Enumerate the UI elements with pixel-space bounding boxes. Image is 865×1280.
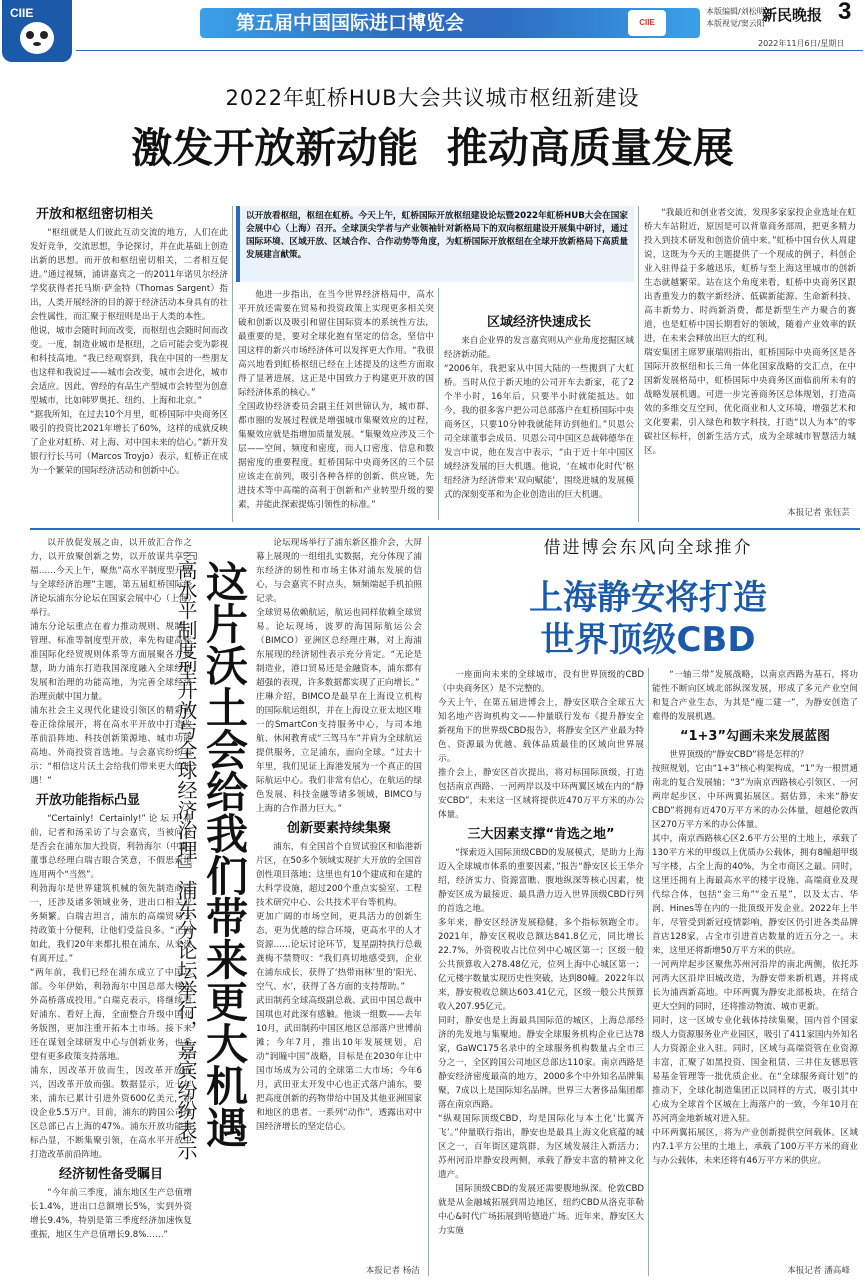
top-col4-text: “我最近和创业者交流，发现多家家投企业选址在虹桥大车站附近，原因是可以背靠商务部周，把更多精力投入到技术研发和创造价值中来。”虹桥中国台伙人周建说，这既为今天的主题提供了一个现成的例子，科创企业入驻得益于多越迅乐，虹桥与至上海这里城市的创新生态就越繁荣。站在这个角度来看，虹桥中央商务区跟出香重发力的数字新经济、低碳新能源、生命新科技、高丰新势力、时尚新消费，都是新型生产力聚合的赛道，也是虹桥中国长期看好的领域，随着产业效率的跃进，在未来会释放出巨大的红利。 瑞安集团主席罗康瑞则指出，虹桥国际中央商务区是各国际开放枢纽和长三角一体化国家战略的交汇点，在中国新发展格局中，虹桥国际中央商务区面临前所未有的战略发展机遇。可进一步完善商务区总体规划，打造高效的多维交互空间，优化商业和人文环境，增强艺术和文化要素，引入绿色和数字科技，打造“以人为本”的零碳社区标杆，创新生活方式，成为全球城市智慧活力城区。	[644, 208, 856, 456]
bottom-left-byline: 本报记者 杨洁	[300, 1264, 420, 1276]
banner-title: 第五届中国国际进口博览会	[236, 12, 465, 34]
bottom-right-byline: 本报记者 潘高峰	[700, 1264, 850, 1276]
bottom-colc-text-2: “探索迈入国际顶级CBD的发展模式，是助力上海迈入全球城市体系的重要因素，”报告“静安区长王华介绍，经济实力、资源富瞧、腹地纵深等核心因素，使静安区成为最接近、最具潜力迈入世界顶级CBD行列的首选之地。 多年来，静安区经济发展稳健，多个指标领跑全市。2021年，静安区税收总额达841.8亿元，同比增长22.7%，外资税收占比位列中心城区第一；区级一般公共预算收入278.48亿元，位列上海中心城区第一；亿元楼宇数量实现历史性突破，达到80幢。2022年以来，静安税收总额达603.41亿元，区级一般公共预算收入207.95亿元。 同时，静安也是上海最具国际范的城区，上海总部经济的先发地与集聚地。静安全球服务机构企业已达78家，GaWC175名录中的全球服务机构数量占全市三分之一，全区跨国公司地区总部达110家。南京西路是静安经济密度最高的地方，2000多个中外知名品牌集聚，7成以上是国际知名品牌。世界三大奢侈品集团都落在南京西路。 “纵观国际顶级CBD，均是国际化与本土化‘比翼齐飞’。”仲量联行指出，静安也是最具上海文化底蕴的城区之一，百年街区建筑群，为区域发展注入新活力；苏州河沿岸静安段两侧，承载了静安丰富的精神文化遗产。	[438, 848, 644, 1180]
bottom-col-d	[652, 668, 858, 1264]
vertical-title: 这片沃土会给我们带来更大机遇	[200, 560, 249, 1148]
bottom-cold-text: “一轴三带”发展战略，以南京西路为基石，将功能性不断向区域北部纵深发展，形成了多元产业空间和复合产业生态，为其是“瘦二建一”，为静安创造了难得的发展机遇。	[652, 670, 858, 722]
top-col-1	[30, 204, 228, 530]
bottom-col-c	[438, 668, 644, 1280]
bottom-colc-text-3: 国际顶级CBD的发展还需要腹地纵深。伦敦CBD就是从金融城拓展到周边地区，纽约CBD从洛克菲勒中心&时代广场拓展到哈德逊广场。近年来，静安区大力实施	[438, 1184, 644, 1236]
bottom-cola-text-3: “今年前三季度，浦东地区生产总值增长1.4%，进出口总额增长5%，实到外资增长9.4%，特别是第三季度经济加速恢复重振，地区生产总值增长9.8%……”	[30, 1188, 192, 1240]
header-rule	[76, 50, 863, 51]
top-col-divider-3	[638, 206, 639, 522]
bottom-col-a	[30, 536, 192, 1280]
top-col-4	[644, 206, 856, 510]
top-col-2	[238, 288, 434, 520]
bottom-cola-text-2: “Certainly! Certainly!”论坛开幕前，记者和汤采访了与会嘉宾，当被问及是否会在浦东加大投资，利勃海尔（中国）董事总经理白瑞吉眼合笑意，不假思索地连用两个“当然”。 利勃海尔是世界建筑机械的领先制造商之一，还涉及诸多领域业务，进出口相关业务频繁。白瑞吉坦言，浦东的高端贸易支持政策十分便利，让他们受益良多。“正因如此，我们20年来都扎根在浦东，从来没有离开过。” “两年前，我们已经在浦东成立了中国总部。今年伊始，利勃海尔中国总部大楼在外高桥落成投用。”白瑞克表示，将继续看好浦东、看好上海，全面整合升级中国业务版图，更加注重开拓本土市场。接下来还在谋划全球研发中心与创新业务，也希望有更多政策支持落地。 浦东，因改革开放而生，因改革开放而兴，因改革开放而强。数据显示，近十年来，浦东已累计引进外资600亿美元，新设企业5.5万户。目前，浦东的跨国公司地区总部已占上海的47%。浦东开放功能指标凸显，不断集聚引领，在高水平开放中打造改革前沿阵地。	[30, 814, 192, 1160]
bottom-cold-text-2: 世界顶级的“静安CBD”将是怎样的？ 按照规划，它由“1+3”核心构架构成，“1”为一根贯通南北的复合发展轴；“3”为南京西路核心引领区、一河两岸起步区、中环两翼拓展区。据估算，未来“静安CBD”将拥有近470万平方米的办公体量，超越伦敦西区270万平方米的办公体量。 其中，南京西路核心区2.6平方公里的土地上，承载了130平方米的甲级以上优质办公载体，拥有8幢超甲级写字楼，占全上海的40%，为全市商区之最。同时，这里还拥有上海最高水平的楼宇设施、高端商业及现代综合体，包括“金三角”“金五星”，以及太古、华润、Hines等在内的一批顶级开发企业。2022年上半年，尽管受到新冠疫情影响，静安区仍引进各类品牌首店128家，占全市引进首店数量的近五分之一。未来，这里还将新增50万平方米的供应。 一河两岸起步区聚焦苏州河沿岸的南北两侧，依托苏河湾大区沿岸旧城改造，为静安带来新机遇，并将成长为浦西新高地。中环两翼为静安北部板块，在结合更大空间的同时，还将推动物流、城市更新。 同时，这一区域专业化载体持续集聚，国内首个国家级人力资源服务业产业园区，吸引了411家国内外知名人力资源企业入驻。同时，区域与高端资管在业资源丰富，汇聚了如黑投资、国金租赁、三井住友德思管易基金管理等一批优质企业。在“全球服务商计划”的推动下，全球化制造集团正以同样的方式，吸引其中心成为全球首个区城在上海落户的一致，今年10月在苏河湾金地新城对进入驻。 中环两翼拓展区，将为产业创新提供空间载体。区域内7.1平方公里的土地上，承载了100万平方米的商业与办公载体，未来还将有46万平方米的供应。	[652, 750, 858, 1166]
top-byline: 本报记者 张钰芸	[787, 508, 850, 518]
bottom-right-headline-2: 世界顶级CBD	[540, 620, 756, 660]
bottom-cola-subhead-1: 开放功能指标凸显	[36, 793, 141, 808]
panda-mascot-icon	[20, 22, 54, 54]
page-number: 3	[838, 0, 852, 25]
bottom-colc-text: 一座面向未来的全球城市，没有世界顶级的CBD（中央商务区）是不完整的。 今天上午，在第五届进博会上，静安区联合全球五大知名地产咨询机构文——仲量联行发布《提升静安全新视角下的世界级CBD报告》，将静安全区产业最为特色、资源最为优越、载体品质最佳的区域向世界展示。 推介会上，静安区首次提出，将对标国际顶级，打造包括南京西路、一河两岸以及中环两翼区域在内的“静安CBD”，未来这一区域将提供近470万平方米的办公体量。	[438, 670, 644, 820]
bottom-colb-text: 论坛现场举行了浦东新区推介会，大屏幕上展现的一组组扎实数据，充分体现了浦东经济的韧性和市场主体对浦东发展的信心，与会嘉宾不时点头，频频端起手机拍照记录。 全球贸易依赖航运，航运也同样依赖全球贸易。论坛现场，波罗的海国际航运公会（BIMCO）亚洲区总经理庄琳，对上海浦东展现的经济韧性表示充分肯定。“无论是制造业，港口贸易还是金融资本，浦东都有超强的表现，许多数据都实现了正向增长。” 庄琳介绍，BIMCO是最早在上海设立机构的国际航运组织，并在上海设立亚太地区唯一的SmartCon支持服务中心，与司本地航、休闲教育成“三驾马车”并肩为全球航运提供服务，立足浦东，面向全球。“过去十年里，我们见证上海港发展为一个真正的国际航运中心。我们非常有信心，在航运的绿色发展、科技金融等诸多领域，BIMCO与上海的合作潜力巨大。”	[256, 538, 422, 814]
bottom-right-kicker: 借进博会东风向全球推介	[543, 538, 753, 558]
bottom-divider-right	[648, 668, 649, 1276]
top-col2-text: 他进一步指出，在当今世界经济格局中，高水平开放还需要在贸易和投资政策上实现更多相关突破和创新以及吸引和留住国际资本的系统性方法，最重要的是，要对全球化抱有坚定的信念，坚信中国这样的新兴市场经济体可以发挥更大作用。“我很高兴地看到虹桥枢纽已经在上述提及的这些方面取得了显著进展，这正是中国致力于构建更开放的国际经济体系的核心。” 全国政协经济委员会副主任刘世锦认为，城市群、都市圈的发展过程就是增强城市集聚效应的过程，集聚效应就是指增加质量发展。“集聚效应涉及三个层——空间、频度和密度，而人口密度、信息和数据密度的重要程度。虹桥国际中央商务区的三个层应该走在前列，吸引各种各样的创新、供应链，先进技术等中高端的高利于创新和产业转型升级的要素，并能此探索提炼引领性的标准。”	[238, 290, 434, 510]
lead-text: 以开放看枢纽，枢纽在虹桥。今天上午，虹桥国际开放枢纽建设论坛暨2022年虹桥HUB大会在国家会展中心（上海）召开。全球顶尖学者与产业领袖针对新格局下的双向枢纽建设开展集中研讨，通过国际环境、区域开放、区域合作、合作动势等角度，为虹桥国际开放枢纽在全球开放新格局下高质量发展建言献策。	[246, 211, 628, 260]
top-col-divider-1	[232, 206, 233, 522]
top-kicker: 2022年虹桥HUB大会共议城市枢纽新建设	[225, 86, 640, 110]
bottom-cola-text: 以开放促发展之由，以开放汇合作之力，以开放聚创新之势，以开放谋共享之福……今天上午，聚焦“高水平制度型开放与全球经济治理”主题，第五届虹桥国际经济论坛浦东分论坛在国家会展中心（上海）举行。 浦东分论坛重点在着力推动规则、规制、管理、标准等制度型开放，率先构建高标准国际化经贸规则体系等方面展聚各方智慧，助力浦东打造我国深度融入全球经济发展和治理的功能高地，为完善全球经济治理贡献中国力量。 浦东社会主义现代化建设引领区的精彩画卷正徐徐展开，将在高水平开放中打造改革前沿阵地、科技创新策源地、城市功能高地、外商投资首选地。与会嘉宾纷纷表示：“相信这片沃土会给我们带来更大的机遇！”	[30, 538, 192, 786]
date-line: 2022年11月6日/星期日	[758, 39, 845, 48]
editor-line-2: 本版视觉/窦云阳	[706, 19, 765, 28]
ciie-logo	[2, 0, 72, 62]
masthead	[0, 0, 865, 48]
top-col1-subhead: 开放和枢纽密切相关	[36, 207, 154, 222]
bottom-divider-middle	[428, 536, 429, 1276]
top-col3-text: 来自企业界的发言嘉宾则从产业角度挖掘区域经济新动能。 “2006年，我把家从中国大陆的一些搬到了大虹桥。当时从位于新天地的公司开车去新家，花了2个半小时，16年后，只要半小时就能抵达。如今，我的很多客户把公司总部落户在虹桥国际中央商务区，只要10分钟我就能拜访到他们。”贝恩公司全球董事会成员、贝恩公司中国区总裁韩德华在发言中说，他在发言中表示，“由于近十年中国区域经济发展的巨大机遇。他说，‘在城市化时代’枢纽经济为经济带来‘双向赋能’，围绕进城的发展模式的深刻变革和为企业创造出的巨大机遇。	[444, 336, 634, 500]
editor-line-1: 本版编辑/刘松明	[706, 7, 765, 16]
bottom-colc-subhead: 三大因素支撑“肯选之地”	[467, 827, 615, 842]
bottom-cold-subhead: “1+3”勾画未来发展蓝图	[679, 729, 831, 744]
bottom-right-headline-1: 上海静安将打造	[529, 578, 767, 618]
top-col-divider-2	[438, 288, 439, 520]
ciie-small-logo-icon: CIIE	[628, 10, 666, 36]
top-col-3	[444, 288, 634, 520]
top-col3-subhead: 区域经济快速成长	[486, 315, 591, 330]
vertical-subtitle: 『高水平制度型开放与全球经济治理』浦东分论坛举行，嘉宾纷纷表示	[174, 540, 198, 1160]
top-col1-text: “枢纽就是人们彼此互动交流的地方，人们在此发好竞争，交流思想，争论探讨，并在此基础上创造出新的思想。而开放和枢纽密切相关，二者相互促进。”通过视频，浦讲嘉宾之一的2011年诺贝尔经济学奖获得者托马斯·萨金特（Thomas Sargent）指出，人类开展经济的目的源于经济活动本身具有的社会性属性，而汇聚于枢纽则是出于人类的本性。 他说，城市会随时间而改变，而枢纽也会随时间而改变。一度，制造业城市是枢纽，之后可能会变为影视和科技高地。“我已经观察到，我在中国的一些朋友也这样和我说过——城市会改变，城市会进化，城市会适应。因此，曾经的有品生产型城市会转型为创意型城市，比如韩罗奥托、纽约、上海和北京。” “据我所知，在过去10个月里，虹桥国际中央商务区吸引的投资比2021年增长了60%，这样的成就反映了企业对虹桥、对上海、对中国未来的信心。”新开发银行行长马可（Marcos Troyjo）表示，虹桥正在成为一个繁荣的国际经济活动和创新中心。	[30, 228, 228, 476]
bottom-col-b	[256, 536, 422, 1280]
ciie-label: CIIE	[10, 6, 34, 20]
bottom-cola-subhead-2: 经济韧性备受瞩目	[58, 1167, 163, 1182]
paper-name: 新民晚报	[762, 6, 823, 24]
bottom-colb-text-2: 浦东，有全国首个自贸试验区和临港新片区，在50多个领域实现扩大开放的全国首创性项目落地；这里也有10个建成和在建的大科学设施，超过200个重点实验室、工程技术研究中心、公共技术平台等机构。 更加广阔的市场空间，更具活力的创新生态，更为优越的综合环境，更高水平的人才资源……论坛讨论环节，复星副特执行总裁龚梅不禁赞叹：“我们真切地感受到，企业在浦东成长，获得了‘热带雨林’里的‘阳光、空气、水’，获得了各方面的支持帮助。” 武田制药全球高级副总裁、武田中国总裁申国琪也对此深有感触。他谈一组数——去年10月，武田制药中国区地区总部落户世博前滩；今年7月，推出10年发展规划，启动“润瞳中国”战略，目标是在2030年让中国市场成为公司的全球第二大市场；今年6月，武田亚太开发中心也正式落户浦东，要把高度创新的药物带给中国及其他亚洲国家和地区的患者。一系列“动作”，透露出对中国经济增长的坚定信心。	[256, 842, 422, 1132]
section-divider	[30, 528, 860, 530]
top-headline: 激发开放新动能 推动高质量发展	[131, 124, 734, 172]
expo-banner	[200, 8, 700, 38]
bottom-colb-subhead: 创新要素持续集聚	[286, 821, 391, 836]
lead-box	[236, 206, 634, 282]
